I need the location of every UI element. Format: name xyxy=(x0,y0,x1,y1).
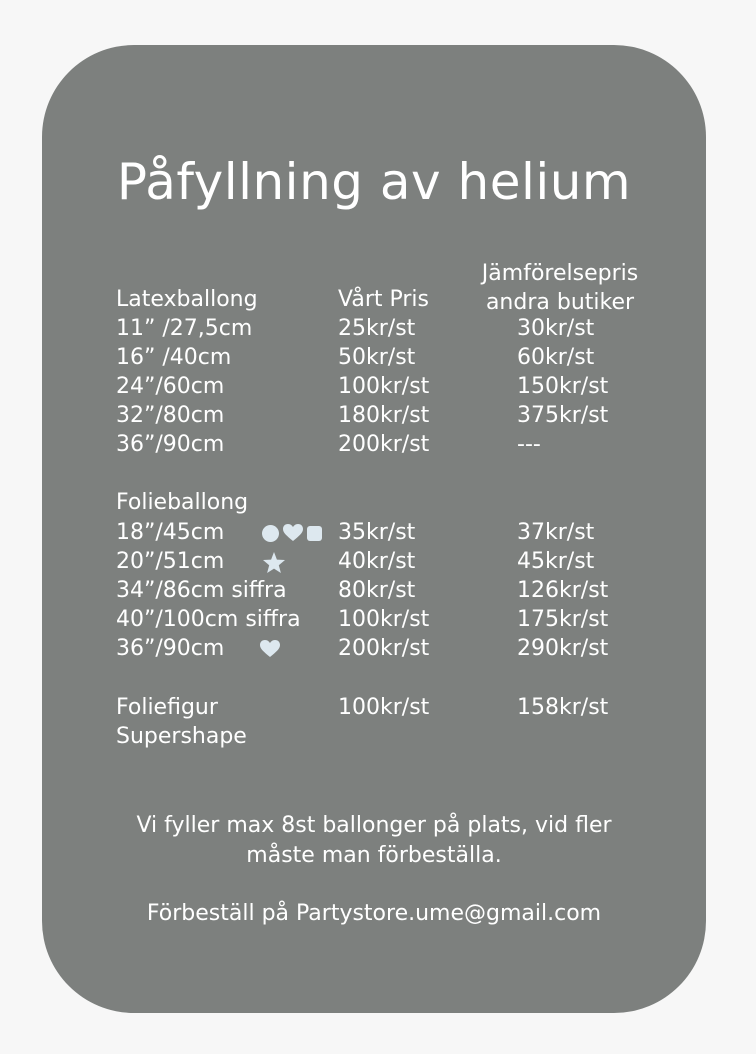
figure-name-line2: Supershape xyxy=(116,724,247,749)
foil-compare: 126kr/st xyxy=(517,578,609,603)
latex-price: 50kr/st xyxy=(338,345,416,370)
header-our-price: Vårt Pris xyxy=(338,287,429,312)
latex-price: 100kr/st xyxy=(338,374,430,399)
figure-price: 100kr/st xyxy=(338,695,430,720)
latex-compare: 375kr/st xyxy=(517,403,609,428)
latex-size: 36”/90cm xyxy=(116,432,225,457)
foil-price: 200kr/st xyxy=(338,636,430,661)
foil-compare: 175kr/st xyxy=(517,607,609,632)
heart-icon xyxy=(260,640,280,658)
foil-size: 18”/45cm xyxy=(116,520,225,545)
latex-price: 25kr/st xyxy=(338,316,416,341)
page-title: Påfyllning av helium xyxy=(116,153,632,211)
star-icon xyxy=(262,551,286,574)
latex-size: 24”/60cm xyxy=(116,374,225,399)
header-compare-line2: andra butiker xyxy=(485,290,635,315)
header-compare-price xyxy=(467,259,653,317)
foil-heading: Folieballong xyxy=(116,490,249,515)
capacity-note-line2: måste man förbeställa. xyxy=(246,843,502,868)
latex-price: 200kr/st xyxy=(338,432,430,457)
capacity-note-line1: Vi fyller max 8st ballonger på plats, vid fler xyxy=(136,813,612,838)
foil-price: 100kr/st xyxy=(338,607,430,632)
order-contact: Förbeställ på Partystore.ume@gmail.com xyxy=(146,901,602,926)
foil-size: 40”/100cm siffra xyxy=(116,607,301,632)
circle-icon xyxy=(262,525,279,542)
figure-compare: 158kr/st xyxy=(517,695,609,720)
latex-compare: --- xyxy=(517,432,541,457)
latex-compare: 30kr/st xyxy=(517,316,595,341)
square-icon xyxy=(307,526,322,541)
capacity-note xyxy=(42,811,706,871)
price-card xyxy=(42,45,706,1013)
figure-name-line1: Foliefigur xyxy=(116,695,218,720)
latex-size: 11” /27,5cm xyxy=(116,316,253,341)
latex-size: 16” /40cm xyxy=(116,345,232,370)
foil-compare: 290kr/st xyxy=(517,636,609,661)
foil-price: 40kr/st xyxy=(338,549,416,574)
foil-compare: 45kr/st xyxy=(517,549,595,574)
header-compare-line1: Jämförelsepris xyxy=(481,261,639,286)
heart-icon xyxy=(283,524,303,542)
latex-size: 32”/80cm xyxy=(116,403,225,428)
header-latex: Latexballong xyxy=(116,287,258,312)
latex-compare: 150kr/st xyxy=(517,374,609,399)
foil-size: 36”/90cm xyxy=(116,636,225,661)
shape-icons xyxy=(262,524,322,542)
latex-price: 180kr/st xyxy=(338,403,430,428)
foil-price: 35kr/st xyxy=(338,520,416,545)
foil-size: 20”/51cm xyxy=(116,549,225,574)
foil-compare: 37kr/st xyxy=(517,520,595,545)
foil-size: 34”/86cm siffra xyxy=(116,578,287,603)
foil-price: 80kr/st xyxy=(338,578,416,603)
latex-compare: 60kr/st xyxy=(517,345,595,370)
